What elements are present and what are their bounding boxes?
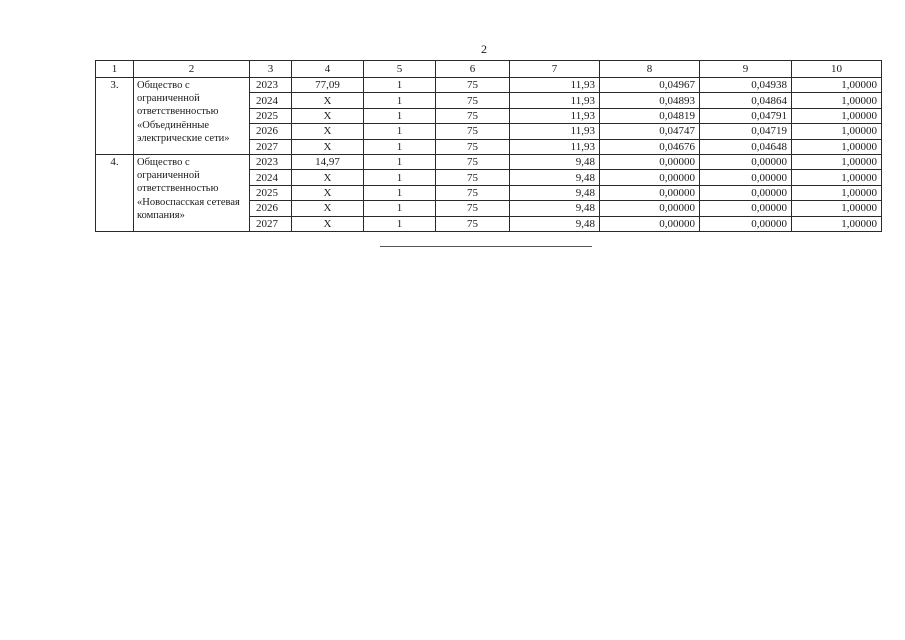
value-cell-c9: 0,00000 xyxy=(700,154,792,169)
value-cell-c4: X xyxy=(292,108,364,123)
value-cell-c7: 9,48 xyxy=(510,216,600,231)
value-cell-c9: 0,04719 xyxy=(700,124,792,139)
value-cell-c7: 9,48 xyxy=(510,154,600,169)
separator-line xyxy=(380,246,592,247)
value-cell-c5: 1 xyxy=(364,139,436,154)
value-cell-c6: 75 xyxy=(436,201,510,216)
value-cell-c8: 0,04967 xyxy=(600,78,700,93)
value-cell-c4: X xyxy=(292,185,364,200)
value-cell-c7: 11,93 xyxy=(510,124,600,139)
column-header: 1 xyxy=(96,61,134,78)
value-cell-c8: 0,04676 xyxy=(600,139,700,154)
value-cell-c8: 0,00000 xyxy=(600,216,700,231)
value-cell-c8: 0,04893 xyxy=(600,93,700,108)
value-cell-c6: 75 xyxy=(436,93,510,108)
value-cell-c4: X xyxy=(292,216,364,231)
year-cell: 2026 xyxy=(250,124,292,139)
value-cell-c6: 75 xyxy=(436,108,510,123)
column-header: 6 xyxy=(436,61,510,78)
value-cell-c8: 0,00000 xyxy=(600,201,700,216)
table-header-row xyxy=(96,61,882,78)
year-cell: 2025 xyxy=(250,108,292,123)
organization-name: Общество с ограниченной ответственностью «Объединённые электрические сети» xyxy=(134,78,250,155)
value-cell-c9: 0,04791 xyxy=(700,108,792,123)
value-cell-c10: 1,00000 xyxy=(792,108,882,123)
value-cell-c5: 1 xyxy=(364,216,436,231)
value-cell-c8: 0,00000 xyxy=(600,170,700,185)
value-cell-c5: 1 xyxy=(364,108,436,123)
value-cell-c6: 75 xyxy=(436,154,510,169)
value-cell-c6: 75 xyxy=(436,78,510,93)
value-cell-c7: 11,93 xyxy=(510,108,600,123)
tariff-table xyxy=(95,60,882,232)
value-cell-c5: 1 xyxy=(364,170,436,185)
value-cell-c9: 0,00000 xyxy=(700,201,792,216)
value-cell-c5: 1 xyxy=(364,154,436,169)
value-cell-c7: 9,48 xyxy=(510,170,600,185)
value-cell-c9: 0,04864 xyxy=(700,93,792,108)
year-cell: 2027 xyxy=(250,216,292,231)
value-cell-c5: 1 xyxy=(364,185,436,200)
value-cell-c8: 0,00000 xyxy=(600,185,700,200)
value-cell-c10: 1,00000 xyxy=(792,201,882,216)
column-header: 2 xyxy=(134,61,250,78)
table-row xyxy=(96,78,882,93)
value-cell-c10: 1,00000 xyxy=(792,170,882,185)
value-cell-c6: 75 xyxy=(436,139,510,154)
value-cell-c10: 1,00000 xyxy=(792,216,882,231)
page-number: 2 xyxy=(481,42,487,56)
value-cell-c10: 1,00000 xyxy=(792,185,882,200)
value-cell-c8: 0,04747 xyxy=(600,124,700,139)
year-cell: 2027 xyxy=(250,139,292,154)
value-cell-c5: 1 xyxy=(364,124,436,139)
year-cell: 2026 xyxy=(250,201,292,216)
column-header: 10 xyxy=(792,61,882,78)
value-cell-c7: 9,48 xyxy=(510,185,600,200)
value-cell-c9: 0,00000 xyxy=(700,170,792,185)
row-number: 3. xyxy=(96,78,134,155)
value-cell-c5: 1 xyxy=(364,93,436,108)
column-header: 7 xyxy=(510,61,600,78)
value-cell-c4: X xyxy=(292,93,364,108)
value-cell-c9: 0,00000 xyxy=(700,185,792,200)
value-cell-c8: 0,04819 xyxy=(600,108,700,123)
year-cell: 2024 xyxy=(250,170,292,185)
column-header: 4 xyxy=(292,61,364,78)
year-cell: 2024 xyxy=(250,93,292,108)
value-cell-c4: X xyxy=(292,170,364,185)
value-cell-c6: 75 xyxy=(436,170,510,185)
value-cell-c8: 0,00000 xyxy=(600,154,700,169)
value-cell-c7: 11,93 xyxy=(510,93,600,108)
year-cell: 2025 xyxy=(250,185,292,200)
value-cell-c4: X xyxy=(292,124,364,139)
row-number: 4. xyxy=(96,154,134,231)
value-cell-c9: 0,00000 xyxy=(700,216,792,231)
value-cell-c10: 1,00000 xyxy=(792,124,882,139)
column-header: 8 xyxy=(600,61,700,78)
value-cell-c10: 1,00000 xyxy=(792,93,882,108)
value-cell-c10: 1,00000 xyxy=(792,139,882,154)
value-cell-c10: 1,00000 xyxy=(792,78,882,93)
year-cell: 2023 xyxy=(250,154,292,169)
value-cell-c4: 14,97 xyxy=(292,154,364,169)
value-cell-c7: 9,48 xyxy=(510,201,600,216)
value-cell-c7: 11,93 xyxy=(510,139,600,154)
value-cell-c9: 0,04938 xyxy=(700,78,792,93)
value-cell-c5: 1 xyxy=(364,78,436,93)
value-cell-c4: 77,09 xyxy=(292,78,364,93)
value-cell-c6: 75 xyxy=(436,216,510,231)
table-row xyxy=(96,154,882,169)
year-cell: 2023 xyxy=(250,78,292,93)
value-cell-c5: 1 xyxy=(364,201,436,216)
value-cell-c6: 75 xyxy=(436,124,510,139)
organization-name: Общество с ограниченной ответственностью «Новоспасская сетевая компания» xyxy=(134,154,250,231)
column-header: 9 xyxy=(700,61,792,78)
table-body xyxy=(96,61,882,232)
column-header: 3 xyxy=(250,61,292,78)
value-cell-c10: 1,00000 xyxy=(792,154,882,169)
value-cell-c4: X xyxy=(292,201,364,216)
value-cell-c9: 0,04648 xyxy=(700,139,792,154)
value-cell-c6: 75 xyxy=(436,185,510,200)
value-cell-c4: X xyxy=(292,139,364,154)
value-cell-c7: 11,93 xyxy=(510,78,600,93)
column-header: 5 xyxy=(364,61,436,78)
